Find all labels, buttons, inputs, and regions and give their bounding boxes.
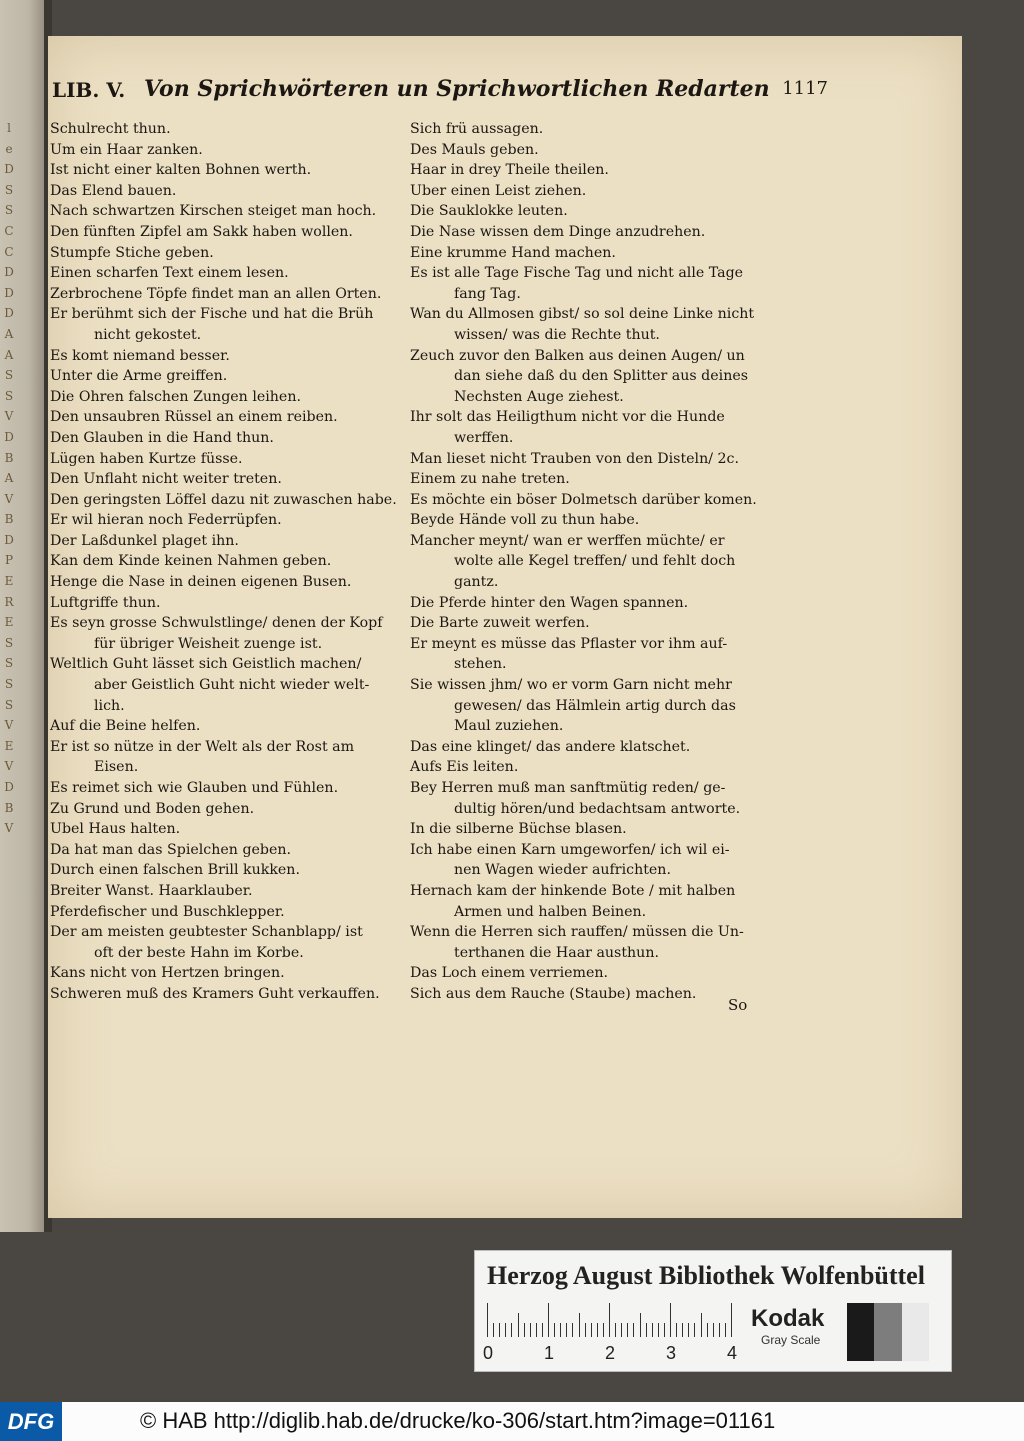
proverb-line: Armen und halben Beinen. (454, 903, 647, 920)
scale-ruler (487, 1303, 737, 1337)
ruler-tick (493, 1323, 494, 1337)
adjacent-page-letter: A (4, 471, 14, 486)
proverb-line: Schulrecht thun. (50, 121, 171, 137)
proverb-line: Kan dem Kinde keinen Nahmen geben. (50, 553, 332, 570)
proverb-line: Uber einen Leist ziehen. (410, 182, 587, 199)
adjacent-page-letter: D (4, 429, 14, 444)
adjacent-page-letter: V (4, 718, 14, 733)
adjacent-page-letter: D (4, 306, 14, 321)
adjacent-page-letter: V (4, 759, 14, 774)
ruler-tick (658, 1323, 659, 1337)
adjacent-page-letter: E (4, 574, 14, 589)
ruler-tick (518, 1313, 519, 1337)
proverb-line: werffen. (454, 429, 514, 446)
proverb-line: In die silberne Büchse blasen. (410, 821, 627, 838)
ruler-tick (719, 1323, 720, 1337)
ruler-number: 4 (727, 1343, 738, 1363)
gray-swatches (847, 1303, 929, 1361)
adjacent-page-letter: V (4, 821, 14, 836)
proverb-line: Er ist so nütze in der Welt als der Rost am (50, 738, 355, 755)
adjacent-page-letter: D (4, 780, 14, 794)
proverb-line: Den Unflaht nicht weiter treten. (50, 471, 282, 488)
proverb-line: Er meynt es müsse das Pflaster vor ihm auf- (410, 635, 728, 652)
proverb-line: Den fünften Zipfel am Sakk haben wollen. (50, 223, 353, 240)
ruler-tick (524, 1323, 525, 1337)
adjacent-page-letter: E (4, 615, 14, 630)
ruler-tick (572, 1323, 573, 1337)
proverb-line: Weltlich Guht lässet sich Geistlich machen/ (50, 656, 362, 673)
ruler-tick (694, 1323, 695, 1337)
ruler-tick (725, 1323, 726, 1337)
ruler-tick (652, 1323, 653, 1337)
ruler-tick (542, 1323, 543, 1337)
proverb-line: Es komt niemand besser. (50, 347, 230, 364)
proverb-line: Stumpfe Stiche geben. (50, 244, 214, 261)
calibration-card (474, 1250, 952, 1372)
gray-scale-label: Gray Scale (761, 1333, 821, 1347)
ruler-tick (627, 1323, 628, 1337)
ruler-tick (536, 1323, 537, 1337)
proverb-line: Zeuch zuvor den Balken aus deinen Augen/ un (410, 347, 745, 364)
ruler-tick (579, 1313, 580, 1337)
proverb-line: Den Glauben in die Hand thun. (50, 429, 274, 446)
proverb-line: Die Sauklokke leuten. (410, 203, 568, 220)
adjacent-page-letter: P (4, 553, 14, 568)
proverb-line: Der am meisten geubtester Schanblapp/ ist (50, 924, 363, 941)
proverb-line: Lügen haben Kurtze füsse. (50, 450, 243, 467)
adjacent-page-letter: S (4, 388, 14, 403)
ruler-tick (670, 1303, 671, 1337)
adjacent-page-letter: S (4, 635, 14, 650)
adjacent-page-letter: B (4, 800, 14, 815)
proverb-line: Die Ohren falschen Zungen leihen. (50, 388, 301, 405)
proverb-line: Sie wissen jhm/ wo er vorm Garn nicht mehr (410, 677, 732, 694)
proverb-line: Um ein Haar zanken. (50, 141, 203, 158)
adjacent-page-letter: C (4, 244, 14, 259)
proverb-line: Es reimet sich wie Glauben und Fühlen. (50, 780, 339, 796)
ruler-tick (487, 1303, 488, 1337)
proverb-line: Schweren muß des Kramers Guht verkauffen. (50, 985, 380, 1002)
adjacent-page-letter: C (4, 223, 14, 238)
right-proverb-column (410, 119, 758, 1005)
proverb-line: Einem zu nahe treten. (410, 471, 570, 488)
proverb-line: nen Wagen wieder aufrichten. (454, 862, 671, 879)
page-header (52, 78, 828, 108)
ruler-tick (530, 1323, 531, 1337)
adjacent-page-letter: S (4, 368, 14, 383)
adjacent-page-letter: S (4, 182, 14, 197)
adjacent-page-letter: V (4, 409, 14, 424)
ruler-tick (676, 1323, 677, 1337)
ruler-tick (511, 1323, 512, 1337)
book-number: LIB. V. (52, 78, 126, 102)
proverb-line: Zu Grund und Boden gehen. (50, 800, 255, 817)
ruler-tick (499, 1323, 500, 1337)
proverb-line: Den unsaubren Rüssel an einem reiben. (50, 409, 338, 426)
ruler-tick (640, 1313, 641, 1337)
adjacent-page-letter: S (4, 697, 14, 712)
proverb-line: Breiter Wanst. Haarklauber. (50, 882, 253, 899)
proverb-line: Er wil hieran noch Federrüpfen. (50, 512, 282, 529)
proverb-line: Auf die Beine helfen. (50, 718, 201, 735)
proverb-line: Er berühmt sich der Fische und hat die Brüh (50, 306, 374, 323)
ruler-tick (701, 1313, 702, 1337)
adjacent-page-letter: S (4, 656, 14, 671)
proverb-line: Wan du Allmosen gibst/ so sol deine Linke nicht (410, 306, 755, 323)
ruler-tick (505, 1323, 506, 1337)
catchword: So (728, 996, 748, 1014)
ruler-tick (688, 1323, 689, 1337)
adjacent-page-letter: D (4, 285, 14, 300)
proverb-line: Einen scharfen Text einem lesen. (50, 265, 289, 282)
proverb-line: dultig hören/und bedachtsam antworte. (454, 800, 741, 817)
proverb-line: lich. (94, 697, 125, 714)
proverb-line: Der Laßdunkel plaget ihn. (50, 532, 239, 549)
proverb-line: Luftgriffe thun. (50, 594, 161, 611)
proverb-line: Beyde Hände voll zu thun habe. (410, 512, 640, 529)
proverb-line: Haar in drey Theile theilen. (410, 162, 609, 179)
proverb-line: Die Pferde hinter den Wagen spannen. (410, 594, 689, 611)
ruler-tick (713, 1323, 714, 1337)
adjacent-page-letter: e (5, 141, 13, 156)
proverb-line: Des Mauls geben. (410, 141, 539, 158)
adjacent-page-letter: S (4, 677, 14, 692)
proverb-line: wissen/ was die Rechte thut. (454, 326, 660, 343)
library-name: Herzog August Bibliothek Wolfenbüttel (487, 1261, 925, 1290)
proverb-line: Die Barte zuweit werfen. (410, 615, 590, 632)
ruler-tick (646, 1323, 647, 1337)
gray-swatch (902, 1303, 929, 1361)
proverb-line: Bey Herren muß man sanftmütig reden/ ge- (410, 780, 726, 796)
proverb-line: Unter die Arme greiffen. (50, 368, 228, 385)
ruler-tick (597, 1323, 598, 1337)
proverb-line: Mancher meynt/ wan er werffen müchte/ er (410, 532, 725, 549)
ruler-tick (554, 1323, 555, 1337)
proverb-line: Maul zuziehen. (454, 718, 564, 735)
ruler-tick (664, 1323, 665, 1337)
proverb-line: Die Nase wissen dem Dinge anzudrehen. (410, 223, 706, 240)
proverb-line: Es möchte ein böser Dolmetsch darüber komen. (410, 491, 757, 508)
proverb-line: oft der beste Hahn im Korbe. (94, 944, 304, 961)
proverb-line: Durch einen falschen Brill kukken. (50, 862, 300, 879)
proverb-line: Eine krumme Hand machen. (410, 244, 616, 261)
proverb-line: Eisen. (94, 759, 139, 776)
proverb-line: Aufs Eis leiten. (410, 759, 519, 776)
ruler-tick (591, 1323, 592, 1337)
proverb-line: Es seyn grosse Schwulstlinge/ denen der Kopf (50, 615, 383, 632)
adjacent-page-letters (2, 118, 16, 839)
adjacent-page-letter: l (7, 121, 11, 135)
ruler-tick (560, 1323, 561, 1337)
left-proverb-column (50, 119, 400, 1005)
proverb-line: wolte alle Kegel treffen/ und fehlt doch (454, 553, 736, 570)
adjacent-page-letter: S (4, 203, 14, 218)
adjacent-page-letter: A (4, 347, 14, 362)
adjacent-page-letter: D (4, 162, 14, 177)
adjacent-page-letter: B (4, 512, 14, 527)
proverb-line: Den geringsten Löffel dazu nit zuwaschen habe. (50, 491, 397, 508)
proverb-line: Da hat man das Spielchen geben. (50, 841, 292, 858)
adjacent-page-letter: A (4, 326, 14, 341)
gray-swatch (847, 1303, 874, 1361)
ruler-tick (633, 1323, 634, 1337)
adjacent-page-letter: B (4, 450, 14, 465)
ruler-number: 3 (666, 1343, 677, 1363)
proverb-line: stehen. (454, 656, 507, 673)
ruler-numbers (483, 1343, 743, 1363)
proverb-line: Kans nicht von Hertzen bringen. (50, 965, 285, 982)
ruler-tick (609, 1303, 610, 1337)
ruler-tick (548, 1303, 549, 1337)
proverb-line: Ist nicht einer kalten Bohnen werth. (50, 162, 312, 179)
proverb-line: Zerbrochene Töpfe findet man an allen Orten. (50, 285, 382, 302)
adjacent-page-strip (0, 0, 48, 1232)
proverb-line: Man lieset nicht Trauben von den Disteln/ 2c. (410, 450, 739, 467)
dfg-logo: DFG (0, 1402, 62, 1441)
ruler-tick (707, 1323, 708, 1337)
ruler-number: 0 (483, 1343, 494, 1363)
adjacent-page-letter: E (4, 738, 14, 753)
proverb-line: Ihr solt das Heiligthum nicht vor die Hunde (410, 409, 725, 426)
proverb-line: nicht gekostet. (94, 326, 202, 343)
proverb-line: aber Geistlich Guht nicht wieder welt- (94, 677, 370, 694)
proverb-line: Ubel Haus halten. (50, 821, 181, 838)
running-title: Von Sprichwörteren un Sprichwortlichen Redarten (144, 76, 770, 102)
ruler-tick (682, 1323, 683, 1337)
proverb-line: Nach schwartzen Kirschen steiget man hoch. (50, 203, 377, 220)
adjacent-page-letter: D (4, 265, 14, 280)
ruler-tick (731, 1303, 732, 1337)
ruler-tick (566, 1323, 567, 1337)
ruler-tick (603, 1323, 604, 1337)
page-number: 1117 (782, 78, 828, 99)
proverb-line: Sich frü aussagen. (410, 121, 544, 137)
proverb-line: dan siehe daß du den Splitter aus deines (454, 368, 749, 385)
proverb-line: Henge die Nase in deinen eigenen Busen. (50, 574, 352, 591)
proverb-line: für übriger Weisheit zuenge ist. (94, 635, 323, 652)
ruler-tick (615, 1323, 616, 1337)
copyright-link[interactable]: © HAB http://diglib.hab.de/drucke/ko-306/start.htm?image=01161 (140, 1408, 776, 1433)
proverb-line: Wenn die Herren sich rauffen/ müssen die Un- (410, 924, 744, 941)
proverb-line: terthanen die Haar austhun. (454, 944, 659, 961)
proverb-line: Das eine klinget/ das andere klatschet. (410, 738, 691, 755)
proverb-line: gantz. (454, 574, 499, 591)
proverb-line: Das Elend bauen. (50, 182, 177, 199)
adjacent-page-letter: V (4, 491, 14, 506)
proverb-line: Es ist alle Tage Fische Tag und nicht alle Tage (410, 265, 744, 282)
proverb-line: Das Loch einem verriemen. (410, 965, 609, 982)
ruler-number: 1 (544, 1343, 555, 1363)
proverb-line: Nechsten Auge ziehest. (454, 388, 624, 405)
gray-swatch (874, 1303, 901, 1361)
proverb-line: Ich habe einen Karn umgeworfen/ ich wil ei- (410, 841, 730, 858)
ruler-number: 2 (605, 1343, 616, 1363)
adjacent-page-letter: R (4, 594, 14, 609)
proverb-line: Hernach kam der hinkende Bote / mit halben (410, 882, 736, 899)
proverb-line: gewesen/ das Hälmlein artig durch das (454, 697, 736, 714)
proverb-line: Sich aus dem Rauche (Staube) machen. (410, 985, 697, 1002)
ruler-tick (585, 1323, 586, 1337)
proverb-line: Pferdefischer und Buschklepper. (50, 903, 285, 920)
footer-bar (0, 1402, 1024, 1441)
adjacent-page-letter: D (4, 532, 14, 547)
ruler-tick (621, 1323, 622, 1337)
kodak-brand: Kodak (751, 1305, 825, 1332)
proverb-line: fang Tag. (454, 285, 521, 302)
